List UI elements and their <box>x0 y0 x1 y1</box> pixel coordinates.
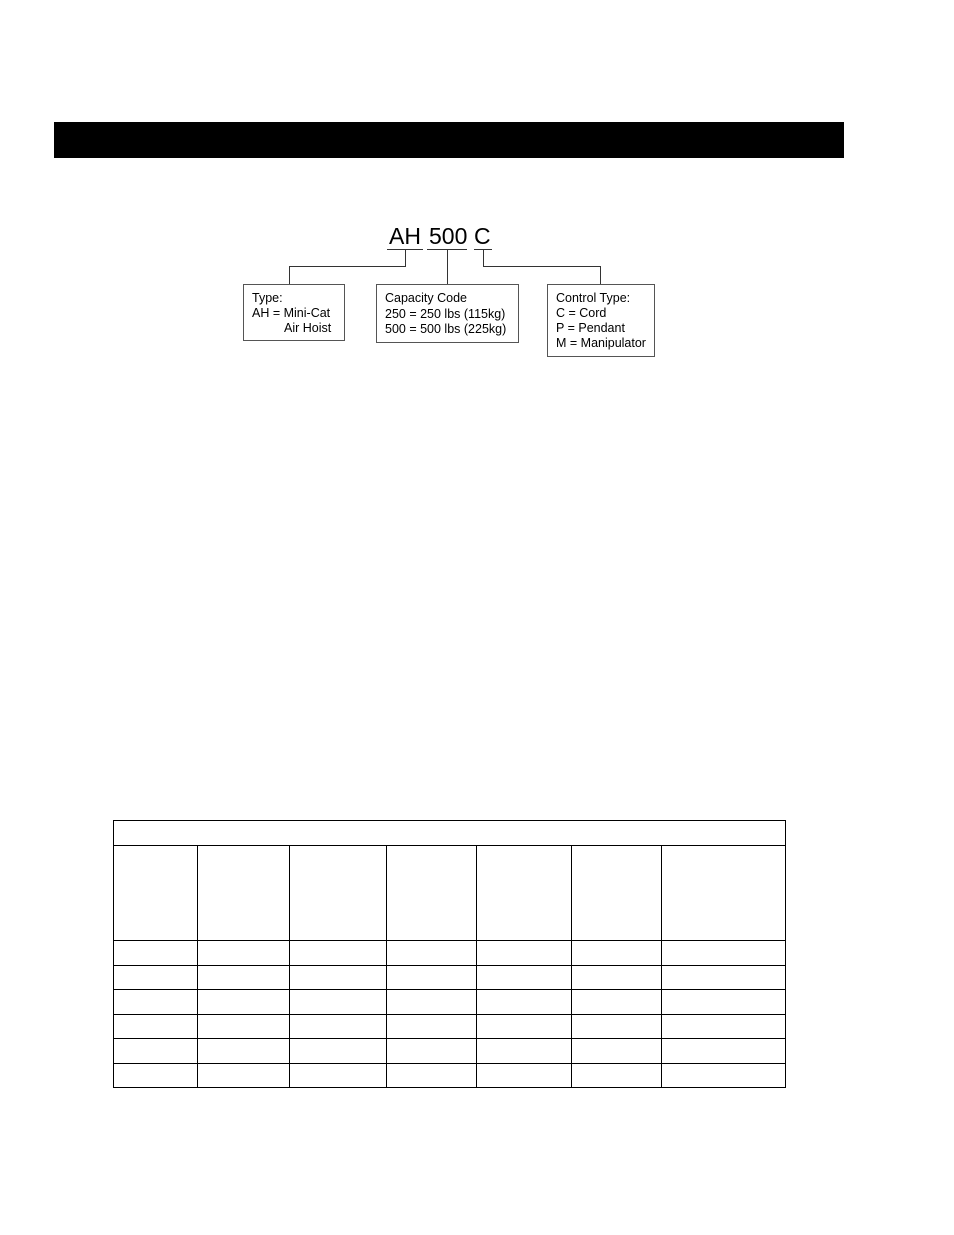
type-box-line: Air Hoist <box>284 321 332 335</box>
connector-type-h <box>289 266 406 267</box>
connector-control-h <box>483 266 601 267</box>
capacity-box-line: 500 = 500 lbs (225kg) <box>385 322 507 336</box>
header-cell <box>572 846 662 941</box>
model-code-capacity: 500 <box>429 223 468 249</box>
table-row <box>114 941 786 965</box>
table-title-cell <box>114 821 786 846</box>
header-cell <box>198 846 290 941</box>
capacity-box-line: 250 = 250 lbs (115kg) <box>385 307 506 321</box>
control-box-title: Control Type: <box>556 291 631 305</box>
spec-table <box>113 820 786 1088</box>
capacity-box-title: Capacity Code <box>385 291 467 305</box>
type-box <box>243 284 345 341</box>
table-row <box>114 1063 786 1088</box>
connector-capacity <box>447 249 448 284</box>
connector-type-v <box>289 266 290 284</box>
control-box-line: M = Manipulator <box>556 336 646 350</box>
table-header-row <box>114 846 786 941</box>
model-code-diagram <box>0 0 954 400</box>
header-cell <box>290 846 387 941</box>
header-cell <box>114 846 198 941</box>
connector-control <box>483 249 484 267</box>
model-code-control: C <box>474 223 491 249</box>
control-box-line: P = Pendant <box>556 321 625 335</box>
model-code-type: AH <box>389 223 421 249</box>
header-cell <box>387 846 477 941</box>
header-cell <box>662 846 786 941</box>
connector-type <box>405 249 406 267</box>
type-box-line: AH = Mini-Cat <box>252 306 331 320</box>
control-box-line: C = Cord <box>556 306 607 320</box>
table-row <box>114 990 786 1014</box>
control-box <box>547 284 655 357</box>
type-box-title: Type: <box>252 291 283 305</box>
header-cell <box>477 846 572 941</box>
connector-control-v <box>600 266 601 284</box>
table-row <box>114 1014 786 1038</box>
table-row <box>114 965 786 989</box>
capacity-box <box>376 284 519 343</box>
table-row <box>114 1039 786 1063</box>
